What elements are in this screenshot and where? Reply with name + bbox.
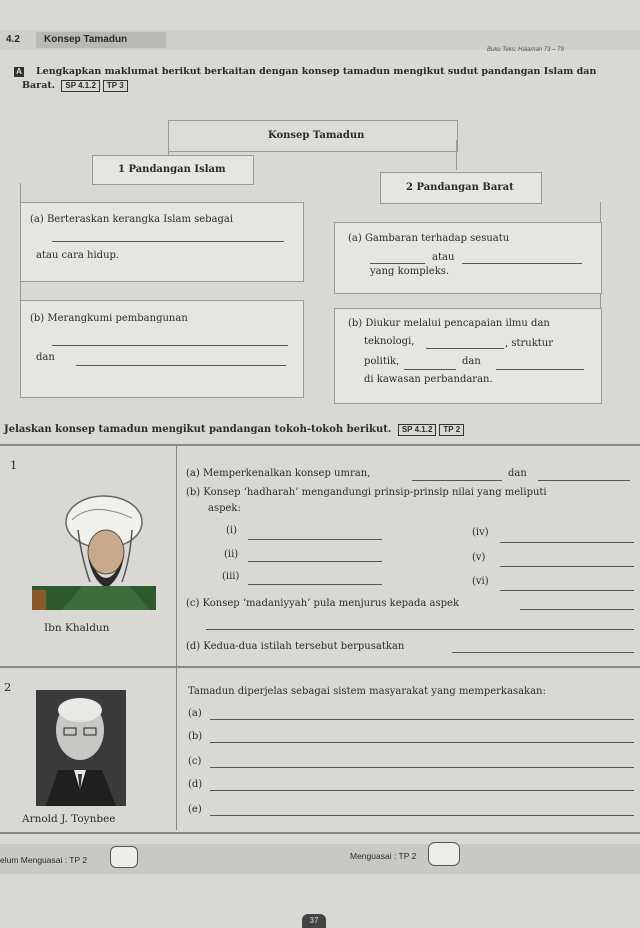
q1-b-text2: aspek: [208, 503, 241, 514]
islam-b-dan: dan [36, 352, 55, 363]
q1-item-iii: (iii) [222, 571, 240, 582]
q2-blank-e[interactable] [210, 814, 634, 816]
barat-b-text4: di kawasan perbandaran. [364, 374, 493, 385]
page-number: 37 [302, 914, 326, 928]
q1-blank-v[interactable] [500, 565, 634, 567]
part-b-sp-tag: SP 4.1.2 [398, 424, 437, 436]
q1-blank-iii[interactable] [248, 583, 382, 585]
q2-item-d: (d) [188, 779, 203, 790]
q1-a-blank1[interactable] [412, 479, 502, 481]
q1-column-divider [176, 446, 177, 666]
barat-a-blank2[interactable] [462, 262, 582, 264]
barat-b-text2a: teknologi, [364, 336, 415, 347]
part-b-instruction [4, 424, 464, 436]
q1-item-ii: (ii) [224, 549, 239, 560]
toynbee-portrait [36, 690, 126, 806]
q2-item-a: (a) [188, 708, 202, 719]
q1-a-text: (a) Memperkenalkan konsep umran, [186, 468, 371, 479]
part-a-instruction-text2: Barat. [22, 80, 56, 91]
q2-item-e: (e) [188, 804, 202, 815]
q1-item-v: (v) [472, 552, 486, 563]
islam-title: 1 Pandangan Islam [118, 164, 226, 175]
islam-b-blank1[interactable] [52, 344, 288, 346]
textbook-ref: Buku Teks: Halaman 73 – 79 [487, 47, 564, 53]
q2-caption: Arnold J. Toynbee [22, 813, 116, 825]
part-a-instruction-text: Lengkapkan maklumat berikut berkaitan dengan konsep tamadun mengikut sudut pandangan Islam dan [36, 66, 597, 77]
q1-blank-i[interactable] [248, 538, 382, 540]
barat-a-blank1[interactable] [370, 262, 425, 264]
q2-divider-top [0, 666, 640, 668]
barat-b-blank2[interactable] [404, 368, 456, 370]
part-a-instruction-line2 [22, 80, 128, 92]
root-label: Konsep Tamadun [268, 130, 365, 141]
q2-item-c: (c) [188, 756, 202, 767]
islam-b-text: (b) Merangkumi pembangunan [30, 313, 188, 324]
q2-number: 2 [4, 680, 12, 694]
connector-right-v [456, 140, 457, 170]
q2-item-b: (b) [188, 731, 203, 742]
barat-a-text3: yang kompleks. [370, 266, 450, 277]
barat-b-text1: (b) Diukur melalui pencapaian ilmu dan [348, 318, 550, 329]
footer-menguasai-checkbox[interactable] [428, 842, 460, 866]
q1-b-text1: (b) Konsep ‘hadharah’ mengandungi prinsip-prinsip nilai yang meliputi [186, 487, 547, 498]
section-title: Konsep Tamadun [44, 34, 128, 45]
barat-b-text3a: politik, [364, 356, 400, 367]
q1-d-text: (d) Kedua-dua istilah tersebut berpusatkan [186, 641, 405, 652]
islam-a-text: (a) Berteraskan kerangka Islam sebagai [30, 214, 234, 225]
part-a-letter: A [14, 67, 24, 77]
barat-title: 2 Pandangan Barat [406, 182, 514, 193]
q2-intro: Tamadun diperjelas sebagai sistem masyarakat yang memperkasakan: [188, 686, 546, 697]
footer-belum-label: elum Menguasai : TP 2 [0, 855, 88, 865]
ibn-khaldun-portrait [32, 490, 156, 610]
islam-a-blank1[interactable] [52, 240, 284, 242]
barat-b-blank3[interactable] [496, 368, 584, 370]
part-b-tp-tag: TP 2 [439, 424, 464, 436]
tp-tag: TP 3 [103, 80, 128, 92]
q2-column-divider [176, 668, 177, 830]
q2-blank-c[interactable] [210, 766, 634, 768]
footer-divider [0, 832, 640, 834]
q1-d-blank[interactable] [452, 651, 634, 653]
q1-item-vi: (vi) [472, 576, 489, 587]
q1-a-dan: dan [508, 468, 527, 479]
barat-a-atau: atau [432, 252, 455, 263]
q1-number: 1 [10, 458, 18, 472]
q2-blank-a[interactable] [210, 718, 634, 720]
q1-a-blank2[interactable] [538, 479, 630, 481]
islam-a-text2: atau cara hidup. [36, 250, 120, 261]
footer-bar [0, 844, 640, 874]
part-b-instruction-text: Jelaskan konsep tamadun mengikut pandangan tokoh-tokoh berikut. [4, 424, 392, 435]
q1-caption: Ibn Khaldun [44, 622, 110, 634]
q1-blank-ii[interactable] [248, 560, 382, 562]
part-a-instruction [36, 66, 596, 77]
q1-blank-vi[interactable] [500, 589, 634, 591]
q1-item-i: (i) [226, 525, 238, 536]
footer-menguasai-label: Menguasai : TP 2 [350, 851, 417, 861]
barat-b-blank1[interactable] [426, 347, 504, 349]
footer-belum-checkbox[interactable] [110, 846, 138, 868]
islam-b-blank2[interactable] [76, 364, 286, 366]
q1-divider-top [0, 444, 640, 446]
q1-item-iv: (iv) [472, 527, 489, 538]
q1-c-text: (c) Konsep ‘madaniyyah’ pula menjurus kepada aspek [186, 598, 460, 609]
q1-c-blank1[interactable] [520, 608, 634, 610]
barat-b-text3b: dan [462, 356, 481, 367]
q2-blank-d[interactable] [210, 789, 634, 791]
sp-tag: SP 4.1.2 [61, 80, 100, 92]
barat-b-text2b: , struktur [505, 338, 554, 349]
section-number: 4.2 [6, 34, 20, 45]
q1-blank-iv[interactable] [500, 541, 634, 543]
q1-c-blank2[interactable] [206, 628, 634, 630]
barat-a-text: (a) Gambaran terhadap sesuatu [348, 233, 510, 244]
q2-blank-b[interactable] [210, 741, 634, 743]
